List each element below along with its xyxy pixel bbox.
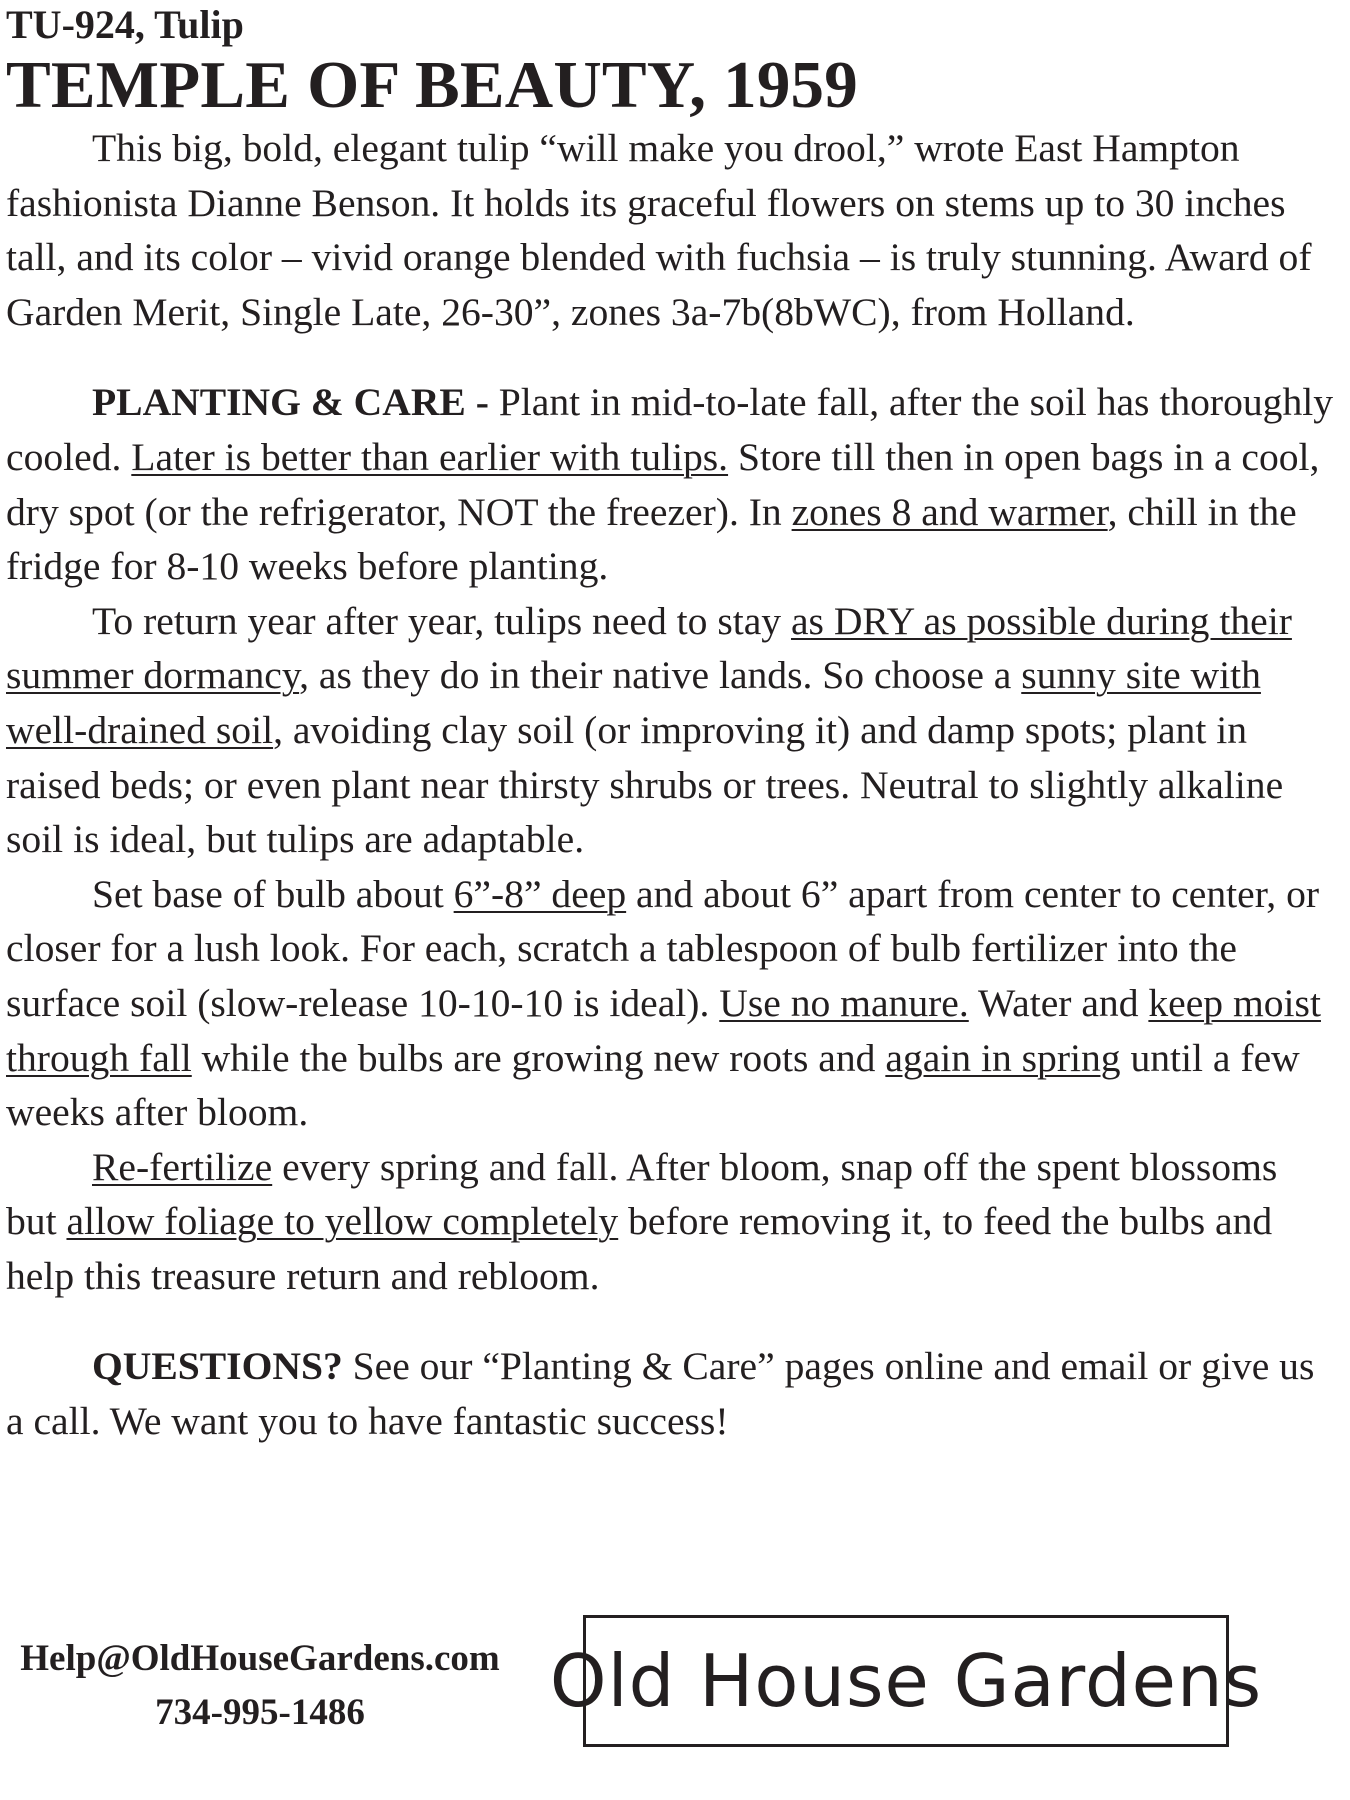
planting-text: , as they do in their native lands. So choose a [299, 653, 1022, 698]
body-text [6, 121, 1336, 1449]
description-paragraph: This big, bold, elegant tulip “will make you drool,” wrote East Hampton fashionista Dianne Benson. It holds its graceful flowers on stems up to 30 inches tall, and its color – vivid orange blended with fuchsia – is truly stunning. Award of Garden Merit, Single Late, 26-30”, zones 3a-7b(8bWC), from Holland. [6, 126, 1312, 334]
underlined-text: Re-fertilize [92, 1144, 273, 1189]
underlined-text: zones 8 and warmer [791, 489, 1108, 534]
contact-block [0, 1632, 520, 1740]
underlined-text: allow foliage to yellow completely [66, 1199, 619, 1244]
planting-heading: PLANTING & CARE - [92, 380, 489, 425]
underlined-text: keep moist through fall [6, 980, 1321, 1080]
underlined-text: 6”-8” deep [453, 871, 627, 916]
logo [549, 1626, 1263, 1736]
logo-box [549, 1615, 1263, 1747]
planting-text: and about 6” apart from center to center, or closer for a lush look. For each, scratch a tablespoon of bulb fertilizer into the surface soil (slow-release 10-10-10 is ideal). [6, 871, 1320, 1025]
underlined-text: as DRY as possible during their summer dormancy [6, 598, 1292, 698]
product-code: TU-924, Tulip [6, 2, 244, 47]
planting-paragraph-2 [6, 594, 1336, 867]
planting-paragraph-1 [6, 375, 1336, 593]
planting-text: Store till then in open bags in a cool, dry spot (or the refrigerator, NOT the freezer). In [6, 434, 1320, 534]
planting-text: every spring and fall. After bloom, snap off the spent blossoms but [6, 1144, 1278, 1244]
product-title: TEMPLE OF BEAUTY, 1959 [6, 48, 858, 122]
questions-paragraph [6, 1339, 1336, 1448]
underlined-text: again in spring [885, 1035, 1121, 1080]
planting-text: until a few weeks after bloom. [6, 1035, 1300, 1135]
underlined-text: sunny site with well-drained soil [6, 653, 1261, 752]
spacer [6, 339, 1336, 375]
underlined-text: Later is better than earlier with tulips. [131, 434, 729, 479]
planting-text: , chill in the fridge for 8-10 weeks before planting. [6, 489, 1297, 589]
planting-text: while the bulbs are growing new roots and [191, 1035, 886, 1080]
planting-text: Water and [968, 980, 1149, 1025]
planting-paragraph-4 [6, 1140, 1336, 1304]
planting-text: To return year after year, tulips need to stay [92, 598, 791, 643]
planting-text: Set base of bulb about [92, 871, 454, 916]
planting-text: , avoiding clay soil (or improving it) and damp spots; plant in raised beds; or even plant near thirsty shrubs or trees. Neutral to slightly alkaline soil is ideal, but tulips are adaptable. [6, 707, 1284, 862]
logo-text: Old House Gardens [549, 1639, 1263, 1723]
seed-packet-page [6, 0, 1336, 1449]
planting-paragraph-3 [6, 867, 1336, 1140]
planting-text: Plant in mid-to-late fall, after the soil has thoroughly cooled. [6, 380, 1334, 479]
questions-text: See our “Planting & Care” pages online and email or give us a call. We want you to have fantastic success! [6, 1344, 1315, 1444]
contact-email[interactable]: Help@OldHouseGardens.com [20, 1638, 500, 1679]
questions-heading: QUESTIONS? [92, 1344, 343, 1389]
planting-text: before removing it, to feed the bulbs and help this treasure return and rebloom. [6, 1199, 1273, 1298]
spacer [6, 1303, 1336, 1339]
underlined-text: Use no manure. [719, 980, 969, 1025]
contact-phone[interactable]: 734-995-1486 [155, 1692, 365, 1733]
